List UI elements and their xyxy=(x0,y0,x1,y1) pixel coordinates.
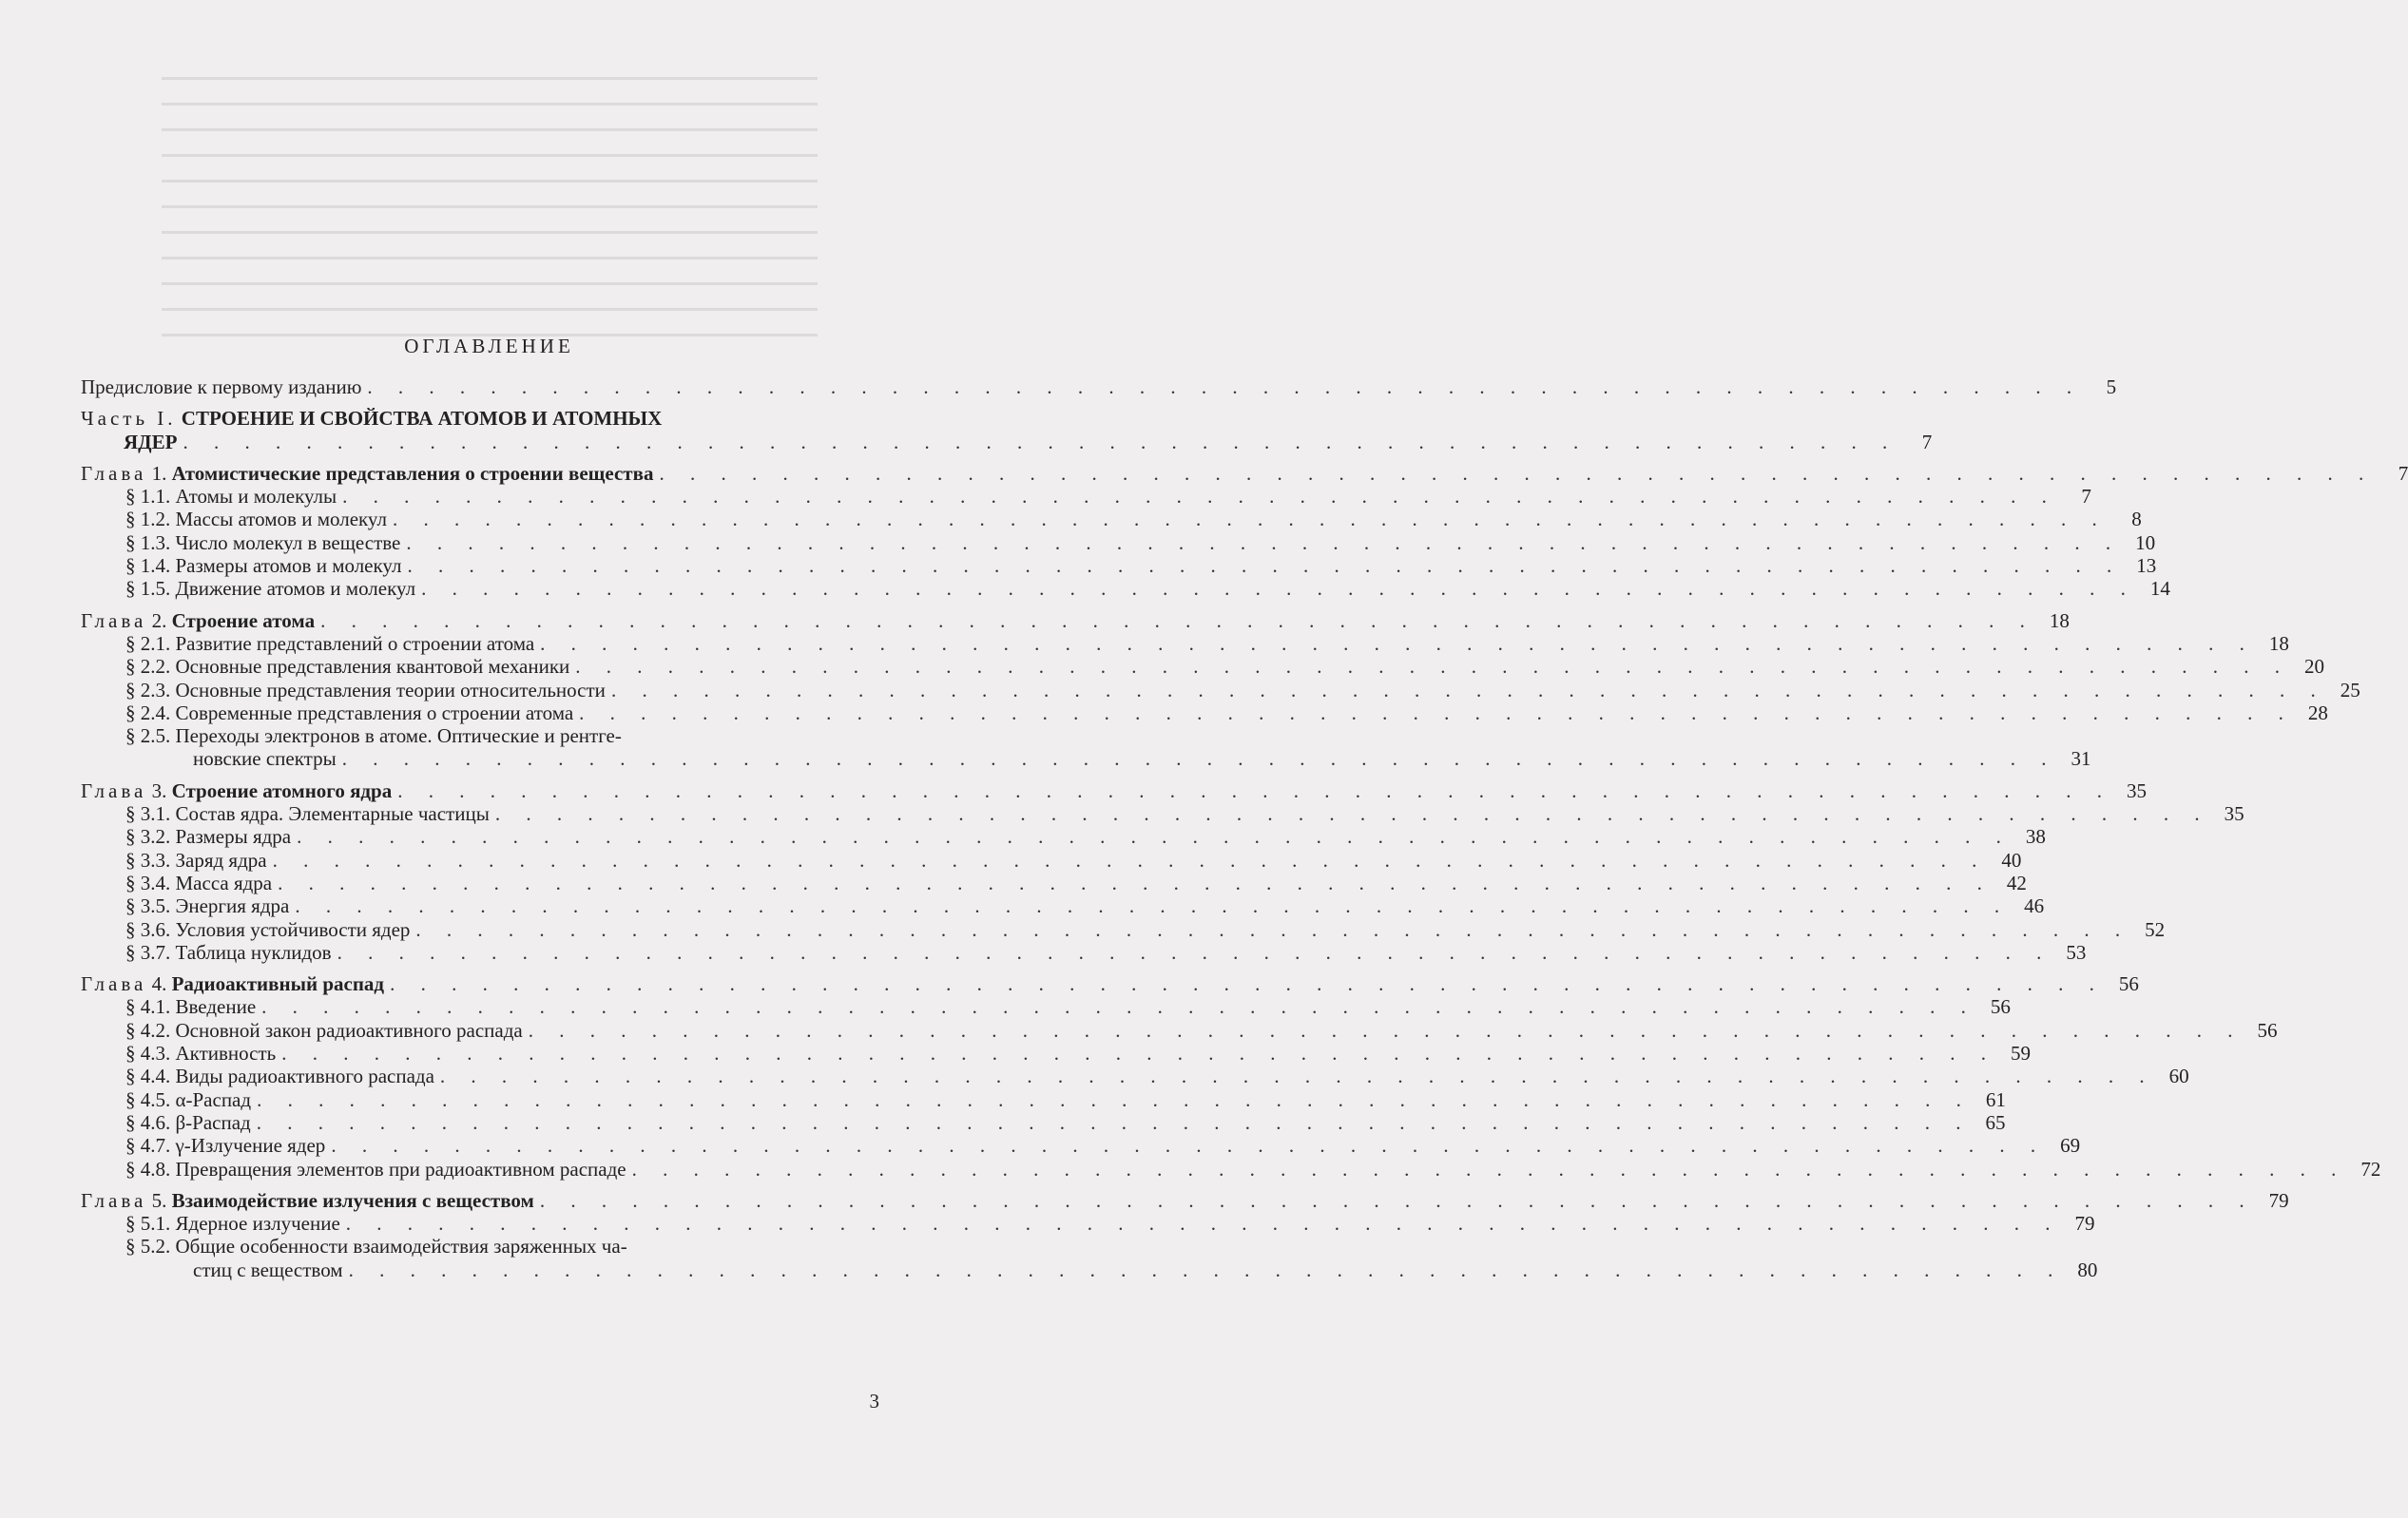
section-title: Размеры атомов и молекул xyxy=(175,554,402,578)
chapter-title: Атомистические представления о строении вещества xyxy=(171,461,654,485)
section-number: § 1.2. xyxy=(125,508,171,531)
section-number: § 4.4. xyxy=(125,1065,171,1088)
toc-entry-section-cont[interactable] xyxy=(81,1258,2098,1281)
toc-entry-section[interactable] xyxy=(81,802,2244,826)
entry-page: 40 xyxy=(2001,848,2022,872)
section-title: Условия устойчивости ядер xyxy=(175,917,411,941)
entry-page: 20 xyxy=(2304,655,2325,679)
toc-entry-section[interactable] xyxy=(81,508,2142,531)
toc-entry-section[interactable] xyxy=(81,825,2046,849)
toc-entry-section-cont[interactable] xyxy=(81,747,2091,771)
section-title: Энергия ядра xyxy=(175,894,290,918)
leader-dots: . . . . . . . . . . . . . . . . . . . . . . . . . . . . . . . . . . . . . . . . . . . . . . . . . . . . . . . . xyxy=(406,530,2122,554)
section-title: Заряд ядра xyxy=(175,848,267,872)
toc-entry-section[interactable] xyxy=(81,678,2360,701)
leader-dots: . . . . . . . . . . . . . . . . . . . . . . . . . . . . . . . . . . . . . . . . . . . . . . . . . . . . . . . . xyxy=(610,678,2326,701)
section-title: Число молекул в веществе xyxy=(175,530,401,554)
entry-page: 5 xyxy=(2106,375,2117,398)
section-number: § 2.5. xyxy=(125,724,171,748)
entry-page: 46 xyxy=(2024,894,2045,918)
leader-dots: . . . . . . . . . . . . . . . . . . . . . . . . . . . . . . . . . . . . . . . . . . . . . . . . . . . . . . . . xyxy=(367,375,2083,398)
section-number: § 3.1. xyxy=(125,802,171,826)
toc-entry-section[interactable] xyxy=(81,940,2087,964)
part-prefix: Часть I. xyxy=(81,407,177,431)
toc-entry-section[interactable] xyxy=(81,1235,882,1258)
leader-dots: . . . . . . . . . . . . . . . . . . . . . . . . . . . . . . . . . . . . . . . . . . . . . . . . . . . . . . . . xyxy=(421,577,2136,601)
chapter-prefix: Глава xyxy=(81,461,147,485)
section-number: § 4.7. xyxy=(125,1134,171,1158)
chapter-prefix: Глава xyxy=(81,972,147,996)
toc-entry-section[interactable] xyxy=(81,631,2289,655)
section-number: § 3.3. xyxy=(125,848,171,872)
entry-page: 14 xyxy=(2149,577,2170,601)
toc-entry-chapter[interactable] xyxy=(81,1188,2289,1212)
toc-entry-section[interactable] xyxy=(81,530,2156,554)
toc-entry-section[interactable] xyxy=(81,1212,2095,1236)
section-title: Основные представления квантовой механики xyxy=(175,655,570,679)
toc-entry-section[interactable] xyxy=(81,1134,2081,1158)
entry-page: 7 xyxy=(2081,485,2091,509)
toc-entry-section[interactable] xyxy=(81,554,2157,578)
entry-page: 53 xyxy=(2066,940,2087,964)
toc-entry-section[interactable] xyxy=(81,871,2027,894)
entry-page: 10 xyxy=(2135,530,2156,554)
section-number: § 4.6. xyxy=(125,1110,171,1134)
section-title: β-Распад xyxy=(175,1110,251,1134)
section-title: Движение атомов и молекул xyxy=(175,577,416,601)
section-number: § 1.1. xyxy=(125,485,171,509)
section-number: § 1.3. xyxy=(125,530,171,554)
toc-entry-section[interactable] xyxy=(81,848,2022,872)
section-title: γ-Излучение ядер xyxy=(175,1134,326,1158)
section-number: § 4.5. xyxy=(125,1087,171,1111)
section-title: Масса ядра xyxy=(175,871,273,894)
entry-page: 38 xyxy=(2025,825,2046,849)
page-number: 3 xyxy=(869,1390,879,1412)
leader-dots: . . . . . . . . . . . . . . . . . . . . . . . . . . . . . . . . . . . . . . . . . . . . . . . . . . . . . . . . xyxy=(278,871,1993,894)
leader-dots: . . . . . . . . . . . . . . . . . . . . . . . . . . . . . . . . . . . . . . . . . . . . . . . . . . . . . . . . xyxy=(439,1065,2155,1088)
leader-dots: . . . . . . . . . . . . . . . . . . . . . . . . . . . . . . . . . . . . . . . . . . . . . . . . . . . . . . . . xyxy=(631,1157,2347,1181)
section-number: § 4.3. xyxy=(125,1042,171,1066)
leader-dots: . . . . . . . . . . . . . . . . . . . . . . . . . . . . . . . . . . . . . . . . . . . . . . . . . . . . . . . . xyxy=(528,1018,2244,1042)
chapter-title: Взаимодействие излучения с веществом xyxy=(171,1188,534,1212)
leader-dots: . . . . . . . . . . . . . . . . . . . . . . . . . . . . . . . . . . . . . . . . . . . . . . . . . . . . . . . . xyxy=(257,1087,1972,1111)
section-title: α-Распад xyxy=(175,1087,252,1111)
chapter-title: Строение атомного ядра xyxy=(171,778,393,802)
leader-dots: . . . . . . . . . . . . . . . . . . . . . . . . . . . . . . . . . . . . . . . . . . . . . . . . . . . . . . . . xyxy=(281,1042,1997,1066)
leader-dots: . . . . . . . . . . . . . . . . . . . . . . . . . . . . . . . . . . . . . . . . . . . . . . . . . . . . . . . . xyxy=(331,1134,2047,1158)
chapter-title: Строение атома xyxy=(171,608,316,632)
chapter-number: 3. xyxy=(151,778,167,802)
entry-page: 7 xyxy=(2398,461,2408,485)
leader-dots: . . . . . . . . . . . . . . . . . . . . . . . . . . . . . . . . . . . . . . . . . . . . . . . . . . . . . . . . xyxy=(297,825,2012,849)
leader-dots: . . . . . . . . . . . . . . . . . . . . . . . . . . . . . . . . . . . . . . . . . . . . . . . . . . . . . . . . xyxy=(415,917,2131,941)
entry-page: 35 xyxy=(2126,778,2147,802)
leader-dots: . . . . . . . . . . . . . . . . . . . . . . . . . . . . . . . . . . . . . . . . . . . . . . . . . . . . . . . . xyxy=(337,940,2052,964)
toc-entry-section[interactable] xyxy=(81,1065,2189,1088)
entry-page: 31 xyxy=(2071,747,2091,771)
leader-dots: . . . . . . . . . . . . . . . . . . . . . . . . . . . . . . . . . . . . . . . . . . . . . . . . . . . . . . . . xyxy=(397,778,2112,802)
section-title: Виды радиоактивного распада xyxy=(175,1065,434,1088)
section-title: Активность xyxy=(175,1042,277,1066)
entry-page: 61 xyxy=(1985,1087,2006,1111)
section-title-cont: стиц с веществом xyxy=(193,1258,343,1281)
leader-dots: . . . . . . . . . . . . . . . . . . . . . . . . . . . . . . . . . . . . . . . . . . . . . . . . . . . . . . . . xyxy=(659,461,2375,485)
section-title: Атомы и молекулы xyxy=(175,485,337,509)
section-title: Основной закон радиоактивного распада xyxy=(175,1018,523,1042)
part-title: СТРОЕНИЕ И СВОЙСТВА АТОМОВ И АТОМНЫХ xyxy=(181,407,663,431)
table-of-contents xyxy=(81,375,2408,1281)
toc-entry-section[interactable] xyxy=(81,917,2166,941)
section-title: Размеры ядра xyxy=(175,825,292,849)
leader-dots: . . . . . . . . . . . . . . . . . . . . . . . . . . . . . . . . . . . . . . . . . . . . . . . . . . . . . . . . xyxy=(540,631,2255,655)
section-number: § 3.2. xyxy=(125,825,171,849)
entry-page: 56 xyxy=(2118,972,2139,996)
entry-page: 79 xyxy=(2268,1188,2289,1212)
entry-page: 28 xyxy=(2307,701,2328,724)
entry-page: 79 xyxy=(2074,1212,2095,1236)
leader-dots: . . . . . . . . . . . . . . . . . . . . . . . . . . . . . . . . . . . . . . . . . . . . . . . . . . . . . . . . xyxy=(393,508,2108,531)
entry-page: 59 xyxy=(2011,1042,2032,1066)
part-title-cont: ЯДЕР xyxy=(124,430,178,453)
bleed-through-text xyxy=(162,52,818,347)
leader-dots: . . . . . . . . . . . . . . . . . . . . . . . . . . . . . . . . . . . . . . . . . . . . . . . . . . . . . . . . xyxy=(494,802,2210,826)
toc-entry-section[interactable] xyxy=(81,1087,2006,1111)
entry-page: 18 xyxy=(2049,608,2070,632)
leader-dots: . . . . . . . . . . . . . . . . . . . . . . . . . . . . . . . . . . . . . . . . . . . . . . . . . . . . . . . . xyxy=(261,995,1976,1019)
entry-page: 8 xyxy=(2131,508,2142,531)
toc-entry-section[interactable] xyxy=(81,577,2170,601)
section-number: § 2.1. xyxy=(125,631,171,655)
entry-page: 80 xyxy=(2077,1258,2098,1281)
chapter-number: 5. xyxy=(151,1188,167,1212)
leader-dots: . . . . . . . . . . . . . . . . . . . . . . . . . . . . . . . . . . . . . . . . . . . . . . . . . . . . . . . . xyxy=(539,1188,2255,1212)
toc-entry-section[interactable] xyxy=(81,1110,2006,1134)
chapter-prefix: Глава xyxy=(81,608,147,632)
section-number: § 2.2. xyxy=(125,655,171,679)
entry-page: 13 xyxy=(2136,554,2157,578)
leader-dots: . . . . . . . . . . . . . . . . . . . . . . . . . . . . . . . . . . . . . . . . . . . . . . . . . . . . . . . . xyxy=(342,485,2057,509)
leader-dots: . . . . . . . . . . . . . . . . . . . . . . . . . . . . . . . . . . . . . . . . . . . . . . . . . . . . . . . . xyxy=(183,430,1898,453)
section-title: Таблица нуклидов xyxy=(175,940,332,964)
entry-page: 69 xyxy=(2060,1134,2081,1158)
section-number: § 3.4. xyxy=(125,871,171,894)
chapter-prefix: Глава xyxy=(81,1188,147,1212)
toc-entry-section[interactable] xyxy=(81,995,2011,1019)
entry-page: 42 xyxy=(2006,871,2027,894)
leader-dots: . . . . . . . . . . . . . . . . . . . . . . . . . . . . . . . . . . . . . . . . . . . . . . . . . . . . . . . . xyxy=(295,894,2011,918)
leader-dots: . . . . . . . . . . . . . . . . . . . . . . . . . . . . . . . . . . . . . . . . . . . . . . . . . . . . . . . . xyxy=(579,701,2294,724)
toc-entry-section[interactable] xyxy=(81,894,2045,918)
chapter-number: 2. xyxy=(151,608,167,632)
section-number: § 5.2. xyxy=(125,1235,171,1259)
section-number: § 4.1. xyxy=(125,995,171,1019)
entry-page: 65 xyxy=(1985,1110,2006,1134)
toc-entry-section[interactable] xyxy=(81,724,882,747)
section-number: § 3.6. xyxy=(125,917,171,941)
leader-dots: . . . . . . . . . . . . . . . . . . . . . . . . . . . . . . . . . . . . . . . . . . . . . . . . . . . . . . . . xyxy=(348,1258,2064,1281)
leader-dots: . . . . . . . . . . . . . . . . . . . . . . . . . . . . . . . . . . . . . . . . . . . . . . . . . . . . . . . . xyxy=(320,608,2035,632)
toc-entry-section[interactable] xyxy=(81,1157,2381,1181)
section-title: Общие особенности взаимодействия заряженных ча- xyxy=(175,1235,627,1259)
toc-entry-section[interactable] xyxy=(81,1018,2278,1042)
section-number: § 1.4. xyxy=(125,554,171,578)
toc-entry-section[interactable] xyxy=(81,485,2091,509)
section-title: Развитие представлений о строении атома xyxy=(175,631,535,655)
toc-heading: ОГЛАВЛЕНИЕ xyxy=(404,335,574,357)
section-title: Состав ядра. Элементарные частицы xyxy=(175,802,490,826)
section-title-cont: новские спектры xyxy=(193,747,337,771)
section-title: Ядерное излучение xyxy=(175,1212,340,1236)
section-title: Основные представления теории относительности xyxy=(175,678,606,701)
entry-page: 56 xyxy=(2257,1018,2278,1042)
toc-entry-chapter[interactable] xyxy=(81,461,2408,485)
section-number: § 1.5. xyxy=(125,577,171,601)
section-title: Современные представления о строении атома xyxy=(175,701,574,724)
entry-page: 35 xyxy=(2224,802,2244,826)
section-number: § 4.8. xyxy=(125,1157,171,1181)
toc-entry-section[interactable] xyxy=(81,655,2325,679)
section-number: § 4.2. xyxy=(125,1018,171,1042)
leader-dots: . . . . . . . . . . . . . . . . . . . . . . . . . . . . . . . . . . . . . . . . . . . . . . . . . . . . . . . . xyxy=(390,972,2105,996)
section-number: § 3.5. xyxy=(125,894,171,918)
entry-title: Предисловие к первому изданию xyxy=(81,375,362,398)
section-number: § 2.3. xyxy=(125,678,171,701)
leader-dots: . . . . . . . . . . . . . . . . . . . . . . . . . . . . . . . . . . . . . . . . . . . . . . . . . . . . . . . . xyxy=(256,1110,1972,1134)
entry-page: 52 xyxy=(2145,917,2166,941)
toc-entry-section[interactable] xyxy=(81,1042,2032,1066)
section-title: Превращения элементов при радиоактивном распаде xyxy=(175,1157,626,1181)
section-title: Введение xyxy=(175,995,257,1019)
entry-page: 7 xyxy=(1921,430,1933,453)
section-number: § 3.7. xyxy=(125,940,171,964)
section-number: § 2.4. xyxy=(125,701,171,724)
toc-entry-part[interactable] xyxy=(81,407,882,430)
entry-page: 72 xyxy=(2360,1157,2381,1181)
entry-page: 56 xyxy=(1990,995,2011,1019)
toc-entry-section[interactable] xyxy=(81,701,2328,724)
chapter-number: 4. xyxy=(151,972,167,996)
chapter-number: 1. xyxy=(151,461,167,485)
section-title: Переходы электронов в атоме. Оптические и рентге- xyxy=(175,724,622,748)
entry-page: 60 xyxy=(2168,1065,2189,1088)
chapter-title: Радиоактивный распад xyxy=(171,972,385,996)
entry-page: 25 xyxy=(2340,678,2360,701)
entry-page: 18 xyxy=(2268,631,2289,655)
leader-dots: . . . . . . . . . . . . . . . . . . . . . . . . . . . . . . . . . . . . . . . . . . . . . . . . . . . . . . . . xyxy=(345,1212,2061,1236)
leader-dots: . . . . . . . . . . . . . . . . . . . . . . . . . . . . . . . . . . . . . . . . . . . . . . . . . . . . . . . . xyxy=(407,554,2123,578)
section-title: Массы атомов и молекул xyxy=(175,508,387,531)
toc-entry-chapter[interactable] xyxy=(81,778,2147,802)
leader-dots: . . . . . . . . . . . . . . . . . . . . . . . . . . . . . . . . . . . . . . . . . . . . . . . . . . . . . . . . xyxy=(341,747,2057,771)
toc-entry-part-cont[interactable] xyxy=(81,430,1933,453)
toc-entry-chapter[interactable] xyxy=(81,608,2070,632)
chapter-prefix: Глава xyxy=(81,778,147,802)
section-number: § 5.1. xyxy=(125,1212,171,1236)
toc-entry-preface[interactable] xyxy=(81,375,2117,398)
leader-dots: . . . . . . . . . . . . . . . . . . . . . . . . . . . . . . . . . . . . . . . . . . . . . . . . . . . . . . . . xyxy=(575,655,2291,679)
leader-dots: . . . . . . . . . . . . . . . . . . . . . . . . . . . . . . . . . . . . . . . . . . . . . . . . . . . . . . . . xyxy=(272,848,1988,872)
toc-entry-chapter[interactable] xyxy=(81,972,2139,996)
